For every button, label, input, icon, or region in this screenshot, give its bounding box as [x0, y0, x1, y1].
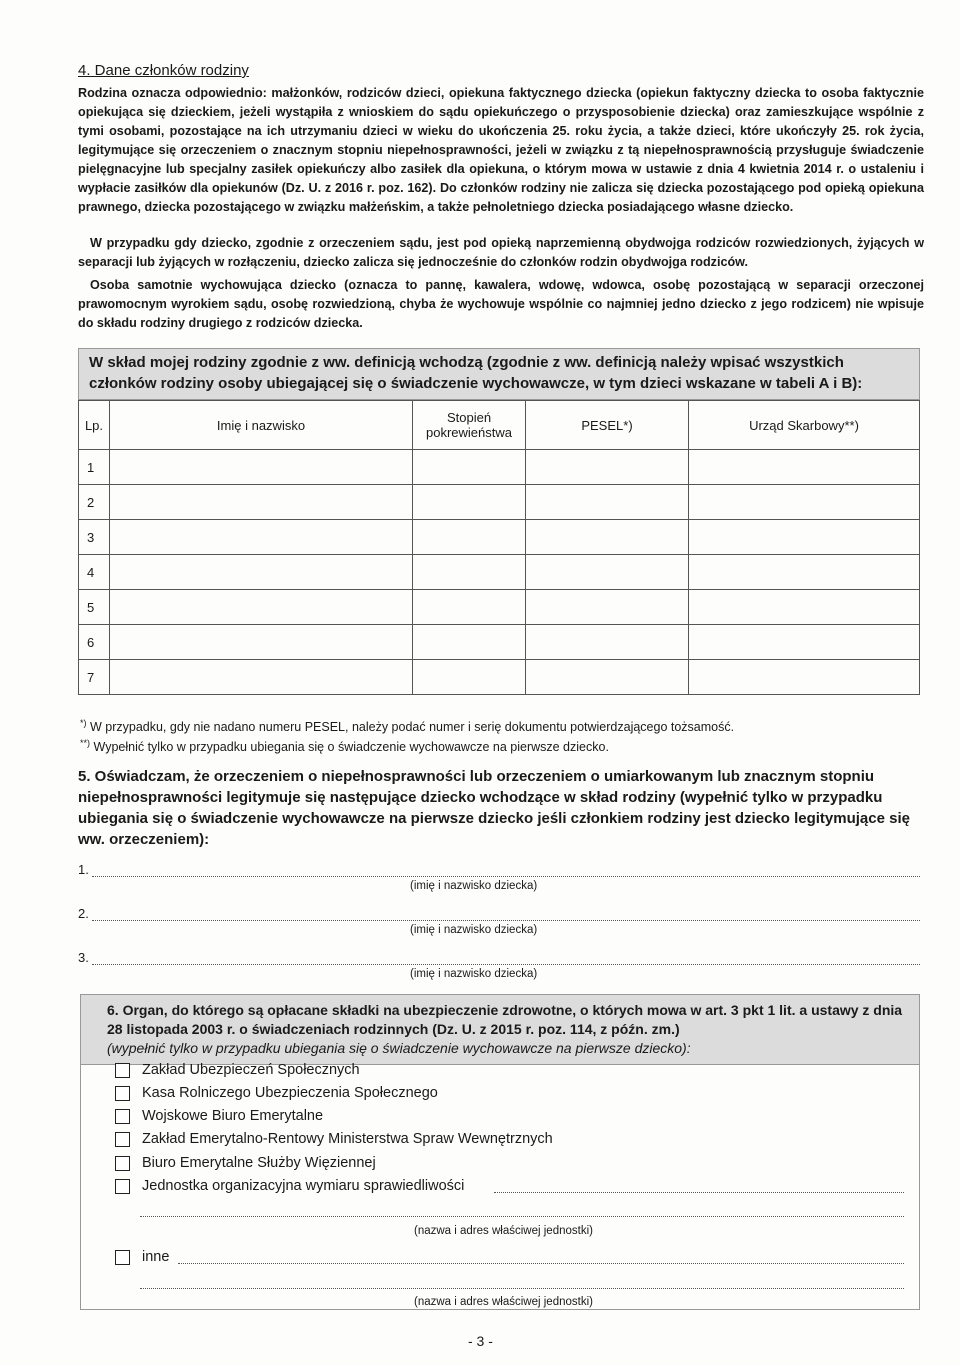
declaration-box: W skład mojej rodziny zgodnie z ww. definicją wchodzą (zgodnie z ww. definicją należy wpisać wszystkich członków rodziny osoby ubiegającej się o świadczenie wychowawcze, w tym dzieci wskazane w tabeli A i B):: [78, 348, 920, 400]
row-number: 2: [79, 485, 110, 520]
other-unit-caption: (nazwa i adres właściwej jednostki): [414, 1296, 593, 1308]
name-cell[interactable]: [110, 520, 413, 555]
table-row: [79, 485, 920, 520]
footnote-mark: **): [80, 738, 91, 748]
section-6-subtitle: (wypełnić tylko w przypadku ubiegania się o świadczenie wychowawcze na pierwsze dziecko):: [107, 1040, 691, 1056]
option-label: Zakład Emerytalno-Rentowy Ministerstwa Spraw Wewnętrznych: [142, 1131, 553, 1147]
row-number: 7: [79, 660, 110, 695]
table-row: [79, 625, 920, 660]
col-header-relationship: Stopień pokrewieństwa: [413, 401, 526, 450]
table-row: [79, 660, 920, 695]
section-4-title: 4. Dane członków rodziny: [78, 62, 249, 79]
justice-unit-address-field[interactable]: [140, 1216, 904, 1217]
section-6-title: 6. Organ, do którego są opłacane składki na ubezpieczenie zdrowotne, o których mowa w art. 3 pkt 1 lit. a ustawy z dnia 28 listopada 2003 r. o świadczeniach rodzinnych (Dz. U. z 2015 r. poz. 114, z późn. zm.): [107, 1002, 903, 1037]
pesel-cell[interactable]: [526, 590, 689, 625]
relationship-cell[interactable]: [413, 450, 526, 485]
col-header-lp: Lp.: [79, 401, 110, 450]
pesel-cell[interactable]: [526, 450, 689, 485]
tax-office-cell[interactable]: [689, 625, 920, 660]
child-2-name-field[interactable]: [92, 920, 920, 921]
section-5-statement: 5. Oświadczam, że orzeczeniem o niepełnosprawności lub orzeczeniem o umiarkowanym lub znacznym stopniu niepełnosprawności legitymuje się następujące dziecko wchodzące w skład rodziny (wypełnić tylko w przypadku ubiegania się o świadczenie wychowawcze na pierwsze dziecko jeśli członkiem rodziny jest dziecko legitymujące się ww. orzeczeniem):: [78, 768, 910, 848]
checkbox[interactable]: [115, 1132, 130, 1147]
other-unit-field[interactable]: [178, 1263, 904, 1264]
child-1-number: 1.: [78, 862, 89, 877]
child-3-caption: (imię i nazwisko dziecka): [410, 968, 538, 980]
family-members-table: [78, 400, 920, 695]
tax-office-cell[interactable]: [689, 450, 920, 485]
alternating-custody-paragraph: W przypadku gdy dziecko, zgodnie z orzeczeniem sądu, jest pod opieką naprzemienną obydwojga rodziców rozwiedzionych, żyjących w separacji lub żyjących w rozłączeniu, dziecko zalicza się jednocześnie do członków rodzin obydwojga rodziców.: [78, 236, 924, 269]
checkbox[interactable]: [115, 1179, 130, 1194]
footnote-text: W przypadku, gdy nie nadano numeru PESEL, należy podać numer i serię dokumentu potwierdzającego tożsamość.: [89, 720, 735, 735]
child-3-name-field[interactable]: [92, 964, 920, 965]
col-header-tax-office: Urząd Skarbowy**): [689, 401, 920, 450]
justice-unit-caption: (nazwa i adres właściwej jednostki): [414, 1225, 593, 1237]
name-cell[interactable]: [110, 450, 413, 485]
tax-office-cell[interactable]: [689, 485, 920, 520]
other-unit-address-field[interactable]: [140, 1288, 904, 1289]
footnote-pesel: [80, 718, 734, 734]
checkbox[interactable]: [115, 1250, 130, 1265]
option-label: Zakład Ubezpieczeń Społecznych: [142, 1062, 360, 1078]
pesel-cell[interactable]: [526, 625, 689, 660]
checkbox[interactable]: [115, 1109, 130, 1124]
child-1-caption: (imię i nazwisko dziecka): [410, 880, 538, 892]
relationship-cell[interactable]: [413, 590, 526, 625]
table-row: [79, 520, 920, 555]
relationship-cell[interactable]: [413, 555, 526, 590]
pesel-cell[interactable]: [526, 485, 689, 520]
checkbox[interactable]: [115, 1156, 130, 1171]
relationship-cell[interactable]: [413, 660, 526, 695]
checkbox[interactable]: [115, 1086, 130, 1101]
option-label: Jednostka organizacyjna wymiaru sprawiedliwości: [142, 1178, 465, 1194]
row-number: 6: [79, 625, 110, 660]
name-cell[interactable]: [110, 590, 413, 625]
row-number: 1: [79, 450, 110, 485]
footnote-text: Wypełnić tylko w przypadku ubiegania się o świadczenie wychowawcze na pierwsze dziecko.: [93, 740, 609, 755]
option-wbe[interactable]: [115, 1108, 323, 1124]
pesel-cell[interactable]: [526, 520, 689, 555]
row-number: 4: [79, 555, 110, 590]
row-number: 5: [79, 590, 110, 625]
relationship-cell[interactable]: [413, 625, 526, 660]
relationship-cell[interactable]: [413, 520, 526, 555]
option-justice-unit[interactable]: [115, 1178, 464, 1194]
name-cell[interactable]: [110, 625, 413, 660]
option-label: Biuro Emerytalne Służby Więziennej: [142, 1155, 376, 1171]
tax-office-cell[interactable]: [689, 555, 920, 590]
option-label: inne: [142, 1249, 170, 1265]
col-header-name: Imię i nazwisko: [110, 401, 413, 450]
table-row: [79, 555, 920, 590]
option-krus[interactable]: [115, 1085, 438, 1101]
relationship-cell[interactable]: [413, 485, 526, 520]
option-other[interactable]: [115, 1249, 169, 1265]
col-header-pesel: PESEL*): [526, 401, 689, 450]
tax-office-cell[interactable]: [689, 520, 920, 555]
option-zer-mswia[interactable]: [115, 1131, 553, 1147]
footnote-tax-office: [80, 738, 609, 754]
option-zus[interactable]: [115, 1062, 360, 1078]
family-definition-paragraph: Rodzina oznacza odpowiednio: małżonków, rodziców dzieci, opiekuna faktycznego dziecka (opiekun faktyczny dziecka to osoba faktycznie opiekująca się dzieckiem, jeżeli wystąpiła z wnioskiem do sądu opiekuńczego o przysposobienie dziecka) oraz zamieszkujące wspólnie z tymi osobami, pozostające na ich utrzymaniu dzieci w wieku do ukończenia 25. roku życia, a także dzieci, które ukończyły 25. rok życia, legitymujące się orzeczeniem o znacznym stopniu niepełnosprawności, jeżeli w związku z tą niepełnosprawnością przysługuje świadczenie pielęgnacyjne lub specjalny zasiłek opiekuńczy albo zasiłek dla opiekuna, o którym mowa w ustawie z dnia 4 kwietnia 2014 r. o ustaleniu i wypłacie zasiłków dla opiekunów (Dz. U. z 2016 r. poz. 162). Do członków rodziny nie zalicza się dziecka pozostającego pod opieką opiekuna prawnego, dziecka pozostającego w związku małżeńskim, a także pełnoletniego dziecka posiadającego własne dziecko.: [78, 86, 924, 214]
option-label: Wojskowe Biuro Emerytalne: [142, 1108, 324, 1124]
footnote-mark: *): [80, 718, 87, 728]
pesel-cell[interactable]: [526, 660, 689, 695]
justice-unit-field[interactable]: [494, 1192, 904, 1193]
page-number: - 3 -: [468, 1333, 493, 1349]
child-1-name-field[interactable]: [92, 876, 920, 877]
checkbox[interactable]: [115, 1063, 130, 1078]
option-label: Kasa Rolniczego Ubezpieczenia Społecznego: [142, 1085, 438, 1101]
table-row: [79, 590, 920, 625]
name-cell[interactable]: [110, 485, 413, 520]
tax-office-cell[interactable]: [689, 590, 920, 625]
option-bessw[interactable]: [115, 1155, 376, 1171]
row-number: 3: [79, 520, 110, 555]
child-3-number: 3.: [78, 950, 89, 965]
section-6-header: [81, 995, 919, 1065]
single-parent-paragraph: Osoba samotnie wychowująca dziecko (oznacza to pannę, kawalera, wdowę, wdowca, osobę pozostającą w separacji orzeczonej prawomocnym wyrokiem sądu, osobę rozwiedzioną, chyba że wychowuje wspólnie co najmniej jedno dziecko z jego rodzicem) nie wpisuje do składu rodziny drugiego z rodziców dziecka.: [78, 278, 924, 330]
child-2-number: 2.: [78, 906, 89, 921]
pesel-cell[interactable]: [526, 555, 689, 590]
name-cell[interactable]: [110, 660, 413, 695]
table-row: [79, 450, 920, 485]
tax-office-cell[interactable]: [689, 660, 920, 695]
child-2-caption: (imię i nazwisko dziecka): [410, 924, 538, 936]
name-cell[interactable]: [110, 555, 413, 590]
